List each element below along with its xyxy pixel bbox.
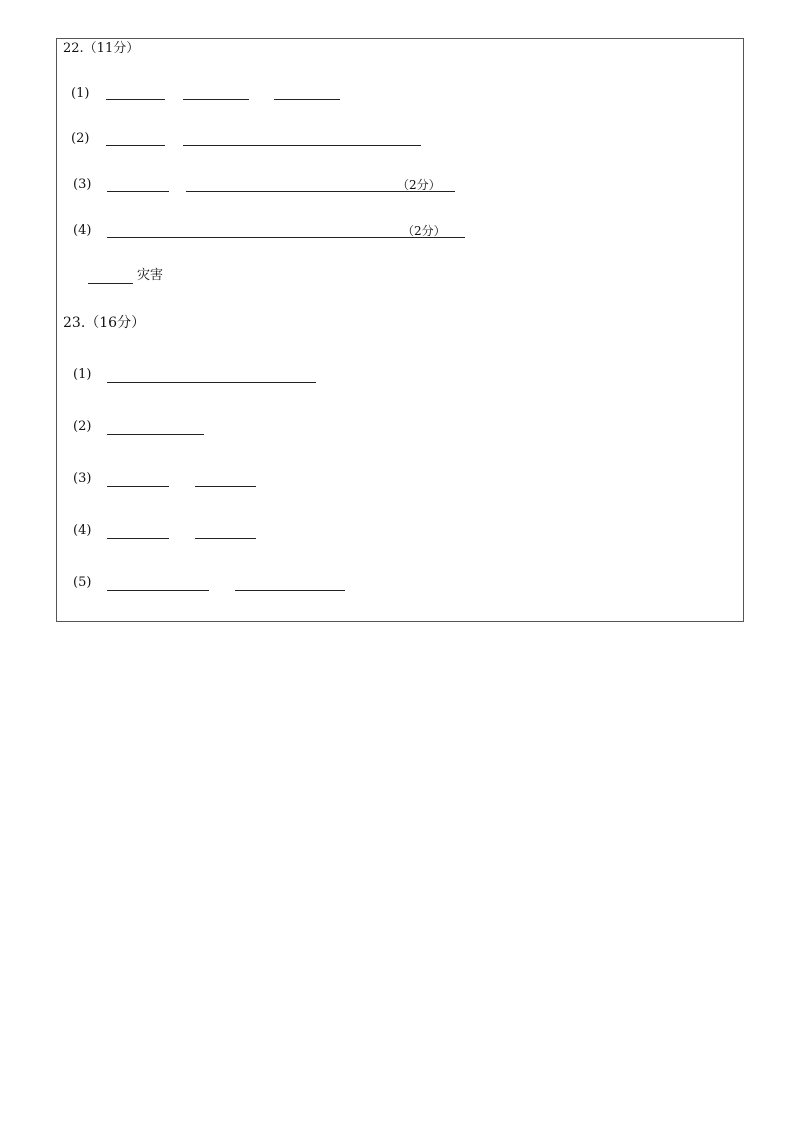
q23-item3-blank-1[interactable] — [107, 486, 169, 487]
answer-box — [56, 38, 744, 622]
q22-title: 22.（11分） — [63, 41, 140, 56]
q23-item5-blank-2[interactable] — [235, 590, 345, 591]
q22-item1-label: (1) — [71, 86, 90, 101]
q22-item3-blank-1[interactable] — [107, 191, 169, 192]
q23-title: 23.（16分） — [63, 315, 146, 331]
q23-item4-blank-2[interactable] — [195, 538, 256, 539]
q22-item3-label: (3) — [73, 177, 92, 192]
q23-item4-blank-1[interactable] — [107, 538, 169, 539]
q23-item2-label: (2) — [73, 419, 92, 434]
q22-item2-label: (2) — [71, 131, 90, 146]
q22-item1-blank-1[interactable] — [106, 99, 165, 100]
q22-item1-blank-2[interactable] — [183, 99, 249, 100]
q22-item1-blank-3[interactable] — [274, 99, 340, 100]
q22-item3-points: （2分） — [397, 178, 441, 192]
q23-item2-blank-1[interactable] — [107, 434, 204, 435]
q22-disaster-suffix: 灾害 — [137, 268, 164, 283]
q22-disaster-blank[interactable] — [88, 283, 133, 284]
q23-item1-label: (1) — [73, 367, 92, 382]
q22-item4-points: （2分） — [402, 224, 446, 238]
q23-item4-label: (4) — [73, 523, 92, 538]
q23-item1-blank-1[interactable] — [107, 382, 316, 383]
q23-item5-label: (5) — [73, 575, 92, 590]
q22-item2-blank-1[interactable] — [106, 145, 165, 146]
q23-item5-blank-1[interactable] — [107, 590, 209, 591]
q22-item4-label: (4) — [73, 223, 92, 238]
q23-item3-blank-2[interactable] — [195, 486, 256, 487]
q22-item2-blank-2[interactable] — [183, 145, 421, 146]
q23-item3-label: (3) — [73, 471, 92, 486]
